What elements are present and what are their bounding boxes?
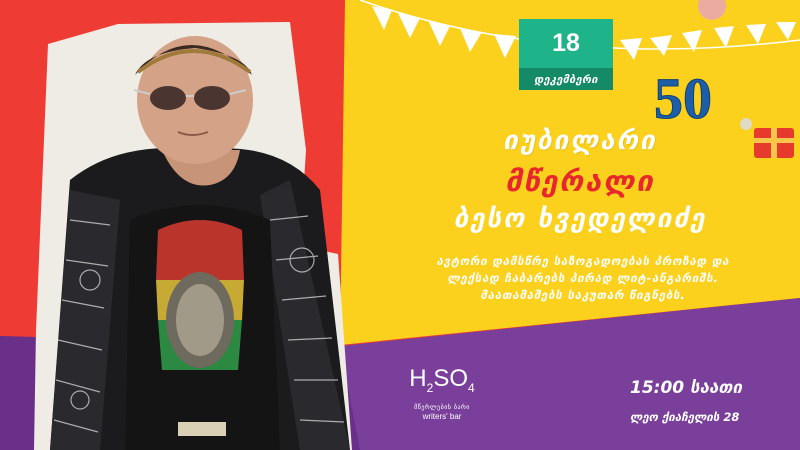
logo-subtitle-en: writers' bar: [422, 411, 462, 421]
description-line: ლექსად ჩაბარებს პირად ლიტ-ანგარიშს.: [447, 271, 719, 285]
description-line: ავტორი დამსწრე საზოგადოებას პროზად და: [436, 254, 730, 268]
description-line: მაათამაშებს საკუთარ წიგნებს.: [480, 288, 686, 302]
venue-logo: [404, 366, 480, 436]
logo-subtitle-ka: მწერლების ბარი: [414, 403, 470, 411]
portrait-photo: [30, 20, 370, 450]
event-month: დეკემბერი: [519, 68, 613, 90]
event-day: 18: [519, 19, 613, 68]
event-address: ლეო ქიაჩელის 28: [630, 410, 740, 424]
anniversary-number: 50: [654, 66, 712, 131]
event-time: 15:00 საათი: [630, 378, 743, 398]
heading-writer: მწერალი: [505, 164, 655, 198]
disco-ball-icon: [698, 0, 726, 20]
logo-mark: $H_2SO_4$: [409, 365, 475, 395]
author-name: ბესო ხვედელიძე: [453, 204, 707, 234]
heading-jubilee: იუბილარი: [503, 126, 657, 156]
event-description: [398, 253, 768, 304]
